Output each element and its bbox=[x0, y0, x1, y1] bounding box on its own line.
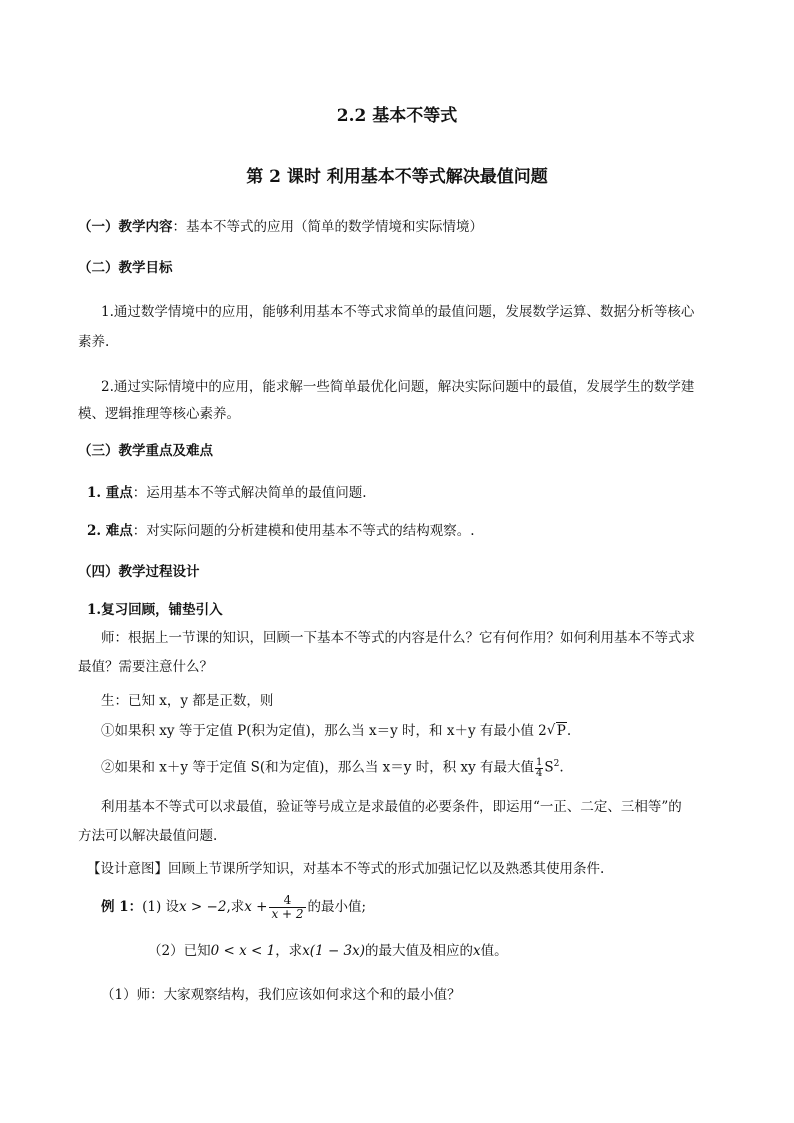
q1-fraction-denominator: x + 2 bbox=[271, 907, 304, 921]
section-heading-goals: （二）教学目标 bbox=[78, 260, 173, 276]
teacher-question-line-1: 师：根据上一节课的知识，回顾一下基本不等式的内容是什么？它有何作用？如何利用基本不等式求 bbox=[101, 630, 695, 646]
page-title: 2.2 基本不等式 bbox=[336, 106, 458, 126]
section-heading-process: （四）教学过程设计 bbox=[78, 564, 200, 580]
example-1-teacher-prompt: （1）师：大家观察结构，我们应该如何求这个和的最小值？ bbox=[101, 987, 461, 1003]
method-line-2: 方法可以解决最值问题. bbox=[78, 828, 218, 844]
key-point-text: ：运用基本不等式解决简单的最值问题. bbox=[132, 485, 367, 501]
case-2 bbox=[101, 755, 564, 779]
q1-expression: x + bbox=[244, 899, 268, 915]
case-2-end: . bbox=[559, 759, 564, 776]
q1-fraction-numerator: 4 bbox=[269, 894, 305, 908]
difficult-point-label: 2. 难点 bbox=[87, 523, 133, 539]
case-2-exponent: 2 bbox=[553, 759, 560, 769]
fraction-denominator: 4 bbox=[536, 767, 543, 779]
design-intent-text: 回顾上节课所学知识，对基本不等式的形式加强记忆以及熟悉其使用条件. bbox=[168, 861, 605, 877]
q2-expression: x(1 − 3x) bbox=[302, 943, 366, 959]
step-1-heading: 1.复习回顾，铺垫引入 bbox=[87, 602, 223, 618]
key-point bbox=[87, 484, 367, 502]
case-1 bbox=[101, 722, 571, 740]
q2-end: 值。 bbox=[480, 943, 508, 959]
q2-prefix: （2）已知 bbox=[148, 943, 211, 959]
sqrt-radicand: P bbox=[556, 723, 566, 739]
goal-2-line-1: 2.通过实际情境中的应用，能求解一些简单最优化问题，解决实际问题中的最值，发展学生的数学建 bbox=[101, 379, 695, 395]
goal-2-line-2: 模、逻辑推理等核心素养。 bbox=[78, 406, 240, 422]
case-2-text: ②如果和 x＋y 等于定值 S(和为定值)，那么当 x＝y 时，积 xy 有最大值 bbox=[101, 759, 535, 776]
q1-condition: x > −2 bbox=[179, 899, 227, 915]
section-heading: （一）教学内容 bbox=[78, 219, 173, 235]
q1-fraction bbox=[269, 894, 305, 921]
section-text: ：基本不等式的应用（简单的数学情境和实际情境） bbox=[172, 219, 483, 235]
fraction-one-quarter bbox=[535, 758, 543, 779]
method-line-1: 利用基本不等式可以求最值，验证等号成立是求最值的必要条件，即运用“一正、二定、三相等”的 bbox=[101, 799, 682, 815]
teacher-question-line-2: 最值？需要注意什么？ bbox=[78, 659, 213, 675]
design-intent bbox=[87, 860, 604, 878]
difficult-point-text: ：对实际问题的分析建模和使用基本不等式的结构观察。. bbox=[132, 523, 475, 539]
q2-variable: x bbox=[473, 943, 481, 959]
q1-middle: ,求 bbox=[226, 899, 245, 915]
design-intent-label: 【设计意图】 bbox=[87, 861, 168, 877]
q2-condition: 0 < x < 1 bbox=[210, 943, 276, 959]
goal-1-line-2: 素养. bbox=[78, 334, 110, 350]
goal-1-line-1: 1.通过数学情境中的应用，能够利用基本不等式求简单的最值问题，发展数学运算、数据分析等核心 bbox=[101, 304, 695, 320]
example-1-question-2 bbox=[148, 942, 508, 960]
example-1-question-1 bbox=[101, 893, 366, 921]
student-answer: 生：已知 x，y 都是正数，则 bbox=[101, 693, 274, 709]
key-point-label: 1. 重点 bbox=[87, 485, 133, 501]
section-teaching-content bbox=[78, 218, 483, 236]
q2-suffix: 的最大值及相应的 bbox=[365, 943, 474, 959]
q1-prefix: (1) 设 bbox=[142, 899, 180, 915]
q2-middle: ，求 bbox=[275, 943, 303, 959]
section-heading-key-points: （三）教学重点及难点 bbox=[78, 443, 213, 459]
case-2-variable: S bbox=[544, 759, 554, 776]
sqrt-p bbox=[547, 722, 567, 740]
case-1-text: ①如果积 xy 等于定值 P(积为定值)，那么当 x＝y 时，和 x＋y 有最小值 2 bbox=[101, 723, 547, 739]
q1-suffix: 的最小值; bbox=[307, 899, 367, 915]
fraction-numerator: 1 bbox=[536, 756, 543, 768]
difficult-point bbox=[87, 522, 475, 540]
example-1-label: 例 1： bbox=[101, 899, 143, 915]
case-1-end: . bbox=[566, 723, 572, 739]
page-subtitle: 第 2 课时 利用基本不等式解决最值问题 bbox=[246, 167, 548, 187]
